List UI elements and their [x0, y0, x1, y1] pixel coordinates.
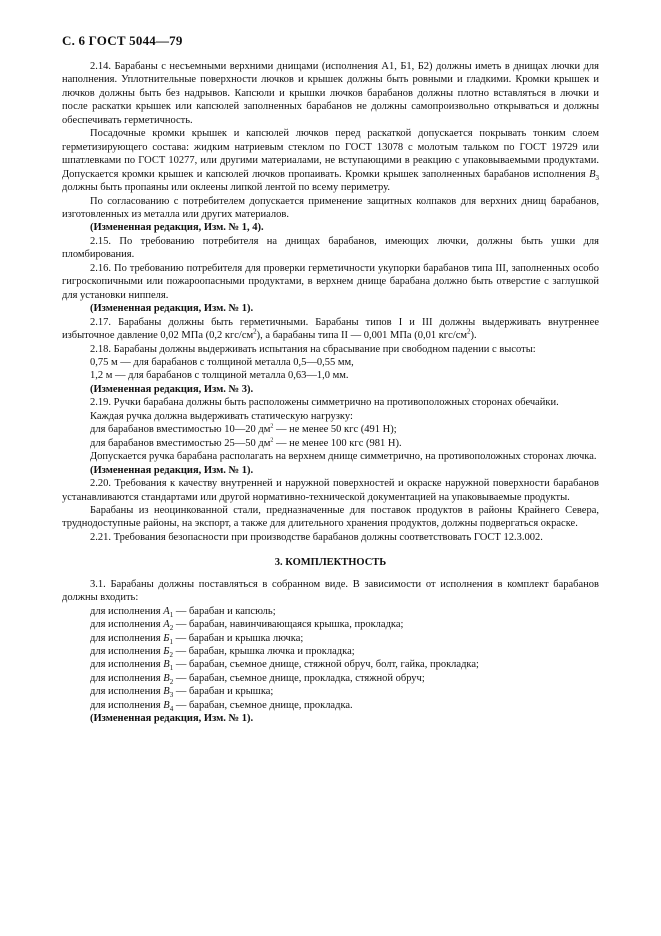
paragraph-2-19-handles: Допускается ручка барабана располагать на верхнем днище симметрично, на противоположных сторонах лючка. — [90, 451, 597, 463]
paragraph-2-19: 2.19. Ручки барабана должны быть расположены симметрично на противоположных сторонах обечайки. — [90, 397, 559, 409]
variant-label: А — [163, 619, 170, 631]
variant-label: А — [163, 605, 170, 617]
list-item-prefix: для исполнения — [90, 672, 164, 684]
superscript: 2 — [467, 327, 471, 336]
list-item-text: — не менее 50 кгс (491 Н); — [273, 424, 397, 436]
variant-subscript: 3 — [595, 173, 600, 182]
variant-label: Б — [163, 646, 170, 658]
variant-list-item — [62, 605, 599, 618]
paragraph-2-20: 2.20. Требования к качеству внутренней и наружной поверхностей и окраске наружной поверхности барабанов устанавливаются стандартами или другой нормативно-технической документацией на упаковываемые продукты. — [62, 478, 599, 503]
list-item-prefix: для исполнения — [90, 632, 164, 644]
variant-list-item — [62, 658, 599, 671]
variant-list-item — [62, 685, 599, 698]
paragraph-3-1: 3.1. Барабаны должны поставляться в собранном виде. В зависимости от исполнения в комплект барабанов должны входить: — [62, 578, 599, 604]
list-item-text: для барабанов вместимостью 25—50 дм — [90, 437, 271, 449]
list-item-prefix: для исполнения — [90, 659, 164, 671]
list-item-text: — не менее 100 кгс (981 Н). — [273, 437, 402, 449]
list-item-text: — барабан и крышка лючка; — [172, 632, 304, 644]
list-item-text: — барабан и крышка; — [173, 686, 274, 698]
variant-label: В — [163, 699, 170, 711]
variant-subscript: 1 — [169, 637, 173, 646]
list-item — [62, 423, 599, 436]
paragraph-text: Посадочные кромки крышек и капсюлей лючков перед раскаткой допускается покрывать тонким слоем герметизирующего состава: жидким натриевым стеклом по ГОСТ 13078 с молотым тальком по ГОСТ 19729 или шпатлевками по ГОСТ 10277, или другими материалами, не вступающими в реакцию с упаковываемыми продуктами. Допускается кромки крышек и капсюлей лючков пропаивать. Кромки крышек заполненных барабанов исполнения — [62, 128, 599, 180]
variant-subscript: 1 — [169, 610, 174, 619]
superscript: 2 — [253, 327, 257, 336]
list-item-text: — барабан, съемное днище, стяжной обруч, болт, гайка, прокладка; — [173, 659, 479, 671]
edition-note: (Измененная редакция, Изм. № 1). — [90, 713, 254, 725]
variant-subscript: 4 — [169, 704, 174, 713]
paragraph-2-15: 2.15. По требованию потребителя на днищах барабанов, имеющих лючки, должны быть ушки для пломбирования. — [62, 235, 599, 261]
variant-label: В — [163, 686, 170, 698]
variant-subscript: 3 — [169, 691, 174, 700]
list-item-text: — барабан, съемное днище, прокладка, стяжной обруч; — [173, 672, 425, 684]
list-item — [62, 437, 599, 450]
list-item-prefix: для исполнения — [90, 605, 164, 617]
variant-label: В — [589, 168, 596, 180]
variant-list — [62, 605, 599, 713]
paragraph-2-16: 2.16. По требованию потребителя для проверки герметичности укупорки барабанов типа III, заполненных особо гигроскопичными или пожароопасными продуктами, в верхнем днище барабана должно быть отверстие с заглушкой для установки ниппеля. — [62, 262, 599, 301]
paragraph-2-17 — [62, 316, 599, 343]
paragraph-2-18: 2.18. Барабаны должны выдерживать испытания на сбрасывание при свободном падении с высоты: — [90, 343, 536, 355]
paragraph-2-14-caps: По согласованию с потребителем допускается применение защитных колпаков для верхних днищ барабанов, изготовленных из металла или других материалов. — [62, 195, 599, 220]
list-item-prefix: для исполнения — [90, 619, 164, 631]
list-item: 1,2 м — для барабанов с толщиной металла 0,63—1,0 мм. — [90, 370, 349, 382]
variant-list-item — [62, 632, 599, 645]
list-item: Каждая ручка должна выдерживать статическую нагрузку: — [90, 410, 353, 422]
paragraph-2-21: 2.21. Требования безопасности при производстве барабанов должны соответствовать ГОСТ 12.3.002. — [90, 531, 543, 543]
document-body — [62, 60, 599, 726]
list-item: 0,75 м — для барабанов с толщиной металла 0,5—0,55 мм, — [90, 356, 354, 368]
edition-note: (Измененная редакция, Изм. № 1). — [90, 303, 254, 315]
list-item-text: — барабан и капсюль; — [173, 605, 276, 617]
superscript: 2 — [270, 437, 274, 444]
edition-note: (Измененная редакция, Изм. № 3). — [90, 383, 254, 395]
superscript: 2 — [270, 423, 274, 430]
section-title: 3. КОМПЛЕКТНОСТЬ — [274, 557, 387, 569]
variant-list-item — [62, 645, 599, 658]
variant-label: В — [163, 672, 170, 684]
paragraph-2-14-edges — [62, 127, 599, 194]
list-item-text: для барабанов вместимостью 10—20 дм — [90, 424, 271, 436]
variant-label: В — [163, 659, 170, 671]
paragraph-2-20-north: Барабаны из неоцинкованной стали, предназначенные для поставок продуктов в районы Крайнего Севера, труднодоступные районы, на экспорт, а также для длительного хранения продуктов, должны подвергаться окраске. — [62, 504, 599, 530]
variant-list-item — [62, 672, 599, 685]
variant-subscript: 2 — [169, 678, 174, 687]
variant-subscript: 2 — [169, 624, 174, 633]
edition-note: (Измененная редакция, Изм. № 1). — [90, 464, 254, 476]
variant-subscript: 1 — [169, 664, 174, 673]
list-item-prefix: для исполнения — [90, 646, 164, 658]
variant-subscript: 2 — [169, 651, 173, 660]
paragraph-text: ), а барабаны типа II — 0,001 МПа (0,01 кгс/см — [256, 330, 467, 342]
list-item-text: — барабан, крышка лючка и прокладка; — [172, 646, 355, 658]
list-item-text: — барабан, навинчивающаяся крышка, прокладка; — [173, 619, 404, 631]
edition-note: (Измененная редакция, Изм. № 1, 4). — [90, 222, 264, 234]
list-item-prefix: для исполнения — [90, 699, 164, 711]
list-item-text: — барабан, съемное днище, прокладка. — [173, 699, 353, 711]
paragraph-text: 2.17. Барабаны должны быть герметичными. Барабаны типов I и III должны выдерживать внутреннее избыточное давление 0,02 МПа (0,2 кгс/см — [62, 316, 599, 342]
page-header: С. 6 ГОСТ 5044—79 — [62, 33, 183, 48]
variant-list-item — [62, 699, 599, 712]
variant-label: Б — [163, 632, 170, 644]
variant-list-item — [62, 618, 599, 631]
list-item-prefix: для исполнения — [90, 686, 164, 698]
paragraph-2-14: 2.14. Барабаны с несъемными верхними днищами (исполнения А1, Б1, Б2) должны иметь в днищах лючки для наполнения. Уплотнительные поверхности лючков и крышек должны быть ровными и гладкими. Кромки крышек и лючков должны быть без надрывов. Капсюли и крышки лючков барабанов должны плотно вставляться в лючки и после раскатки крышек или капсюлей заполненных барабанов не должны самопроизвольно открываться и должны обеспечивать герметичность. — [62, 61, 599, 126]
paragraph-text: ). — [470, 330, 477, 342]
paragraph-text: должны быть пропаяны или оклеены липкой лентой по всему периметру. — [62, 182, 390, 194]
